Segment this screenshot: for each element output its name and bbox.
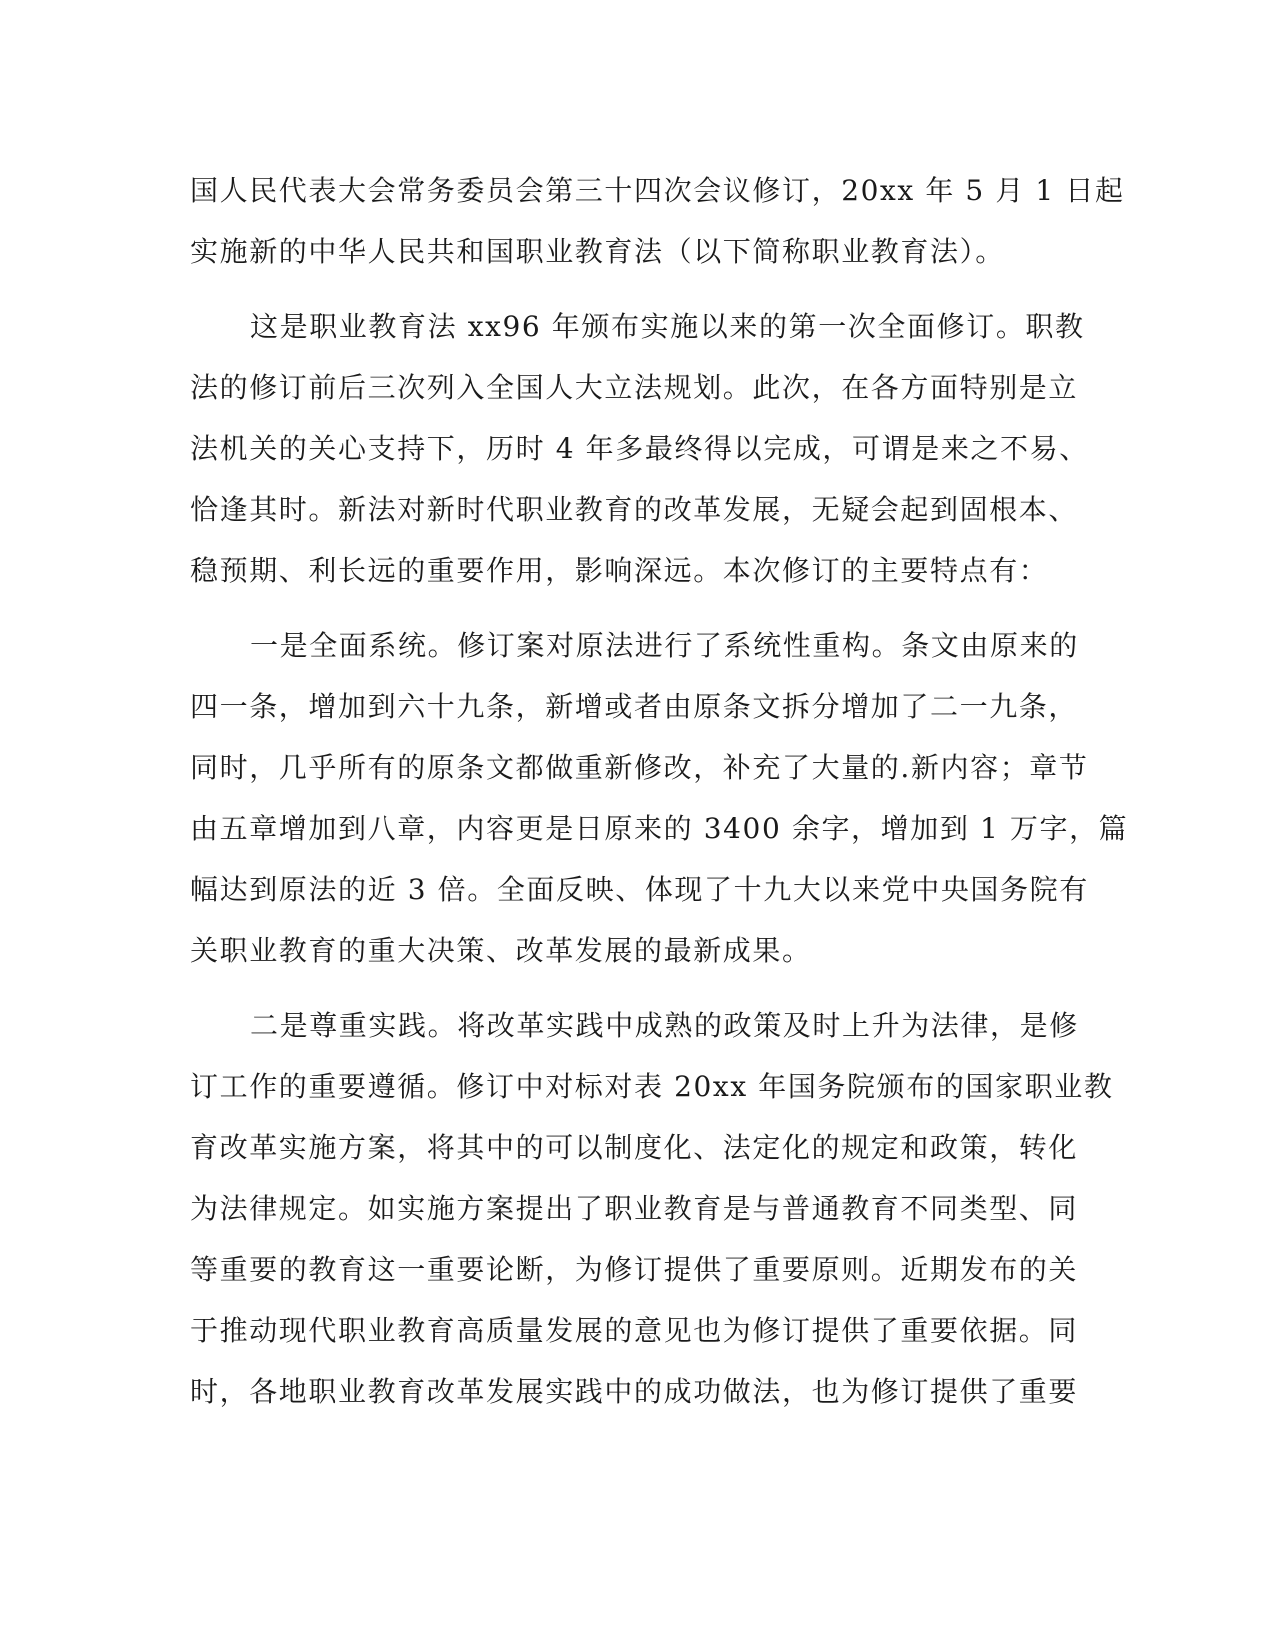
text-line: 等重要的教育这一重要论断，为修订提供了重要原则。近期发布的关 — [190, 1253, 1079, 1286]
text-line: 一是全面系统。修订案对原法进行了系统性重构。条文由原来的 — [250, 629, 1079, 662]
text-line: 同时，几乎所有的原条文都做重新修改，补充了大量的.新内容；章节 — [190, 751, 1089, 784]
text-line: 育改革实施方案，将其中的可以制度化、法定化的规定和政策，转化 — [190, 1131, 1079, 1164]
text-line: 恰逢其时。新法对新时代职业教育的改革发展，无疑会起到固根本、 — [190, 493, 1079, 526]
text-line: 法机关的关心支持下，历时 4 年多最终得以完成，可谓是来之不易、 — [190, 432, 1089, 465]
text-line: 订工作的重要遵循。修订中对标对表 20xx 年国务院颁布的国家职业教 — [190, 1070, 1114, 1103]
text-line: 幅达到原法的近 3 倍。全面反映、体现了十九大以来党中央国务院有 — [190, 873, 1089, 906]
text-line: 关职业教育的重大决策、改革发展的最新成果。 — [190, 934, 812, 967]
text-line: 实施新的中华人民共和国职业教育法（以下简称职业教育法）。 — [190, 235, 1005, 268]
text-line: 法的修订前后三次列入全国人大立法规划。此次，在各方面特别是立 — [190, 371, 1079, 404]
paragraph-1 — [190, 160, 1125, 282]
text-line: 稳预期、利长远的重要作用，影响深远。本次修订的主要特点有： — [190, 554, 1049, 587]
text-line: 二是尊重实践。将改革实践中成熟的政策及时上升为法律，是修 — [250, 1009, 1079, 1042]
text-line: 为法律规定。如实施方案提出了职业教育是与普通教育不同类型、同 — [190, 1192, 1079, 1225]
paragraph-3 — [190, 615, 1129, 981]
paragraph-2 — [190, 296, 1090, 601]
text-line: 于推动现代职业教育高质量发展的意见也为修订提供了重要依据。同 — [190, 1314, 1079, 1347]
text-line: 四一条，增加到六十九条，新增或者由原条文拆分增加了二一九条， — [190, 690, 1079, 723]
paragraph-4 — [190, 995, 1114, 1422]
text-line: 国人民代表大会常务委员会第三十四次会议修订，20xx 年 5 月 1 日起 — [190, 174, 1125, 207]
text-line: 由五章增加到八章，内容更是日原来的 3400 余字，增加到 1 万字，篇 — [190, 812, 1129, 845]
body-text — [190, 160, 1129, 1422]
text-line: 时，各地职业教育改革发展实践中的成功做法，也为修订提供了重要 — [190, 1375, 1079, 1408]
text-line: 这是职业教育法 xx96 年颁布实施以来的第一次全面修订。职教 — [250, 310, 1085, 343]
